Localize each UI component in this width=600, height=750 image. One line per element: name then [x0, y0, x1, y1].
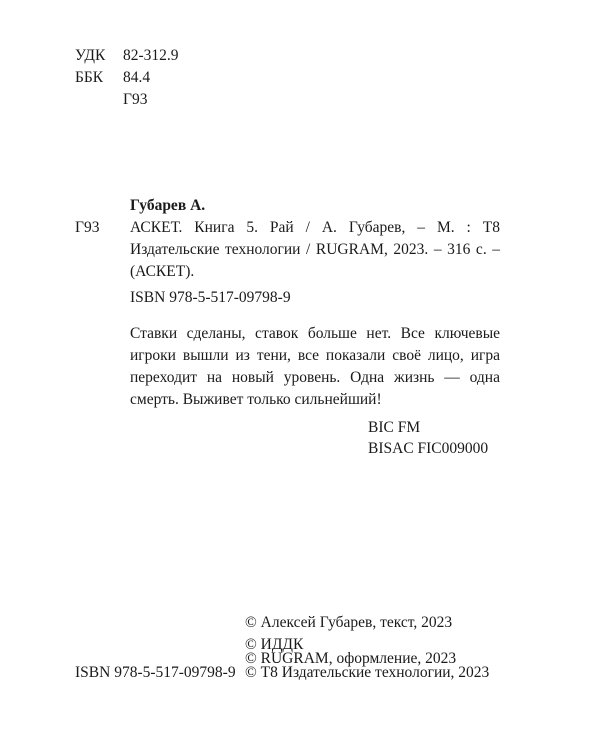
bbk-label: ББК: [75, 69, 104, 86]
copyright-line: © Алексей Губарев, текст, 2023: [245, 614, 453, 631]
bisac-code: BISAC FIC009000: [368, 440, 489, 457]
bic-code: BIC FM: [368, 419, 421, 436]
footer-isbn: ISBN 978-5-517-09798-9: [75, 664, 236, 681]
bbk-value: 84.4: [123, 69, 151, 86]
annotation: Ставки сделаны, ставок больше нет. Все ключевые игроки вышли из тени, все показали своё лицо, игра переходит на новый уровень. Одна жизнь — одна смерть. Выживет только сильнейший!: [130, 325, 500, 408]
copyright-line: © ИДДК: [245, 636, 304, 653]
author-sign-top: Г93: [123, 91, 148, 108]
isbn: ISBN 978-5-517-09798-9: [130, 289, 291, 306]
udk-line: [75, 45, 179, 67]
author-sign: Г93: [75, 219, 100, 236]
udk-value: 82-312.9: [123, 47, 179, 64]
copyright-line: © RUGRAM, оформление, 2023: [245, 650, 457, 667]
bibliographic-description: АСКЕТ. Книга 5. Рай / А. Губарев, – М. : Т8 Издательские технологии / RUGRAM, 2023. – 316 с. – (АСКЕТ).: [130, 219, 500, 280]
bbk-line: [75, 67, 150, 89]
udk-label: УДК: [75, 47, 106, 64]
copyright-line: © Т8 Издательские технологии, 2023: [245, 664, 490, 681]
author-heading: Губарев А.: [130, 197, 206, 214]
